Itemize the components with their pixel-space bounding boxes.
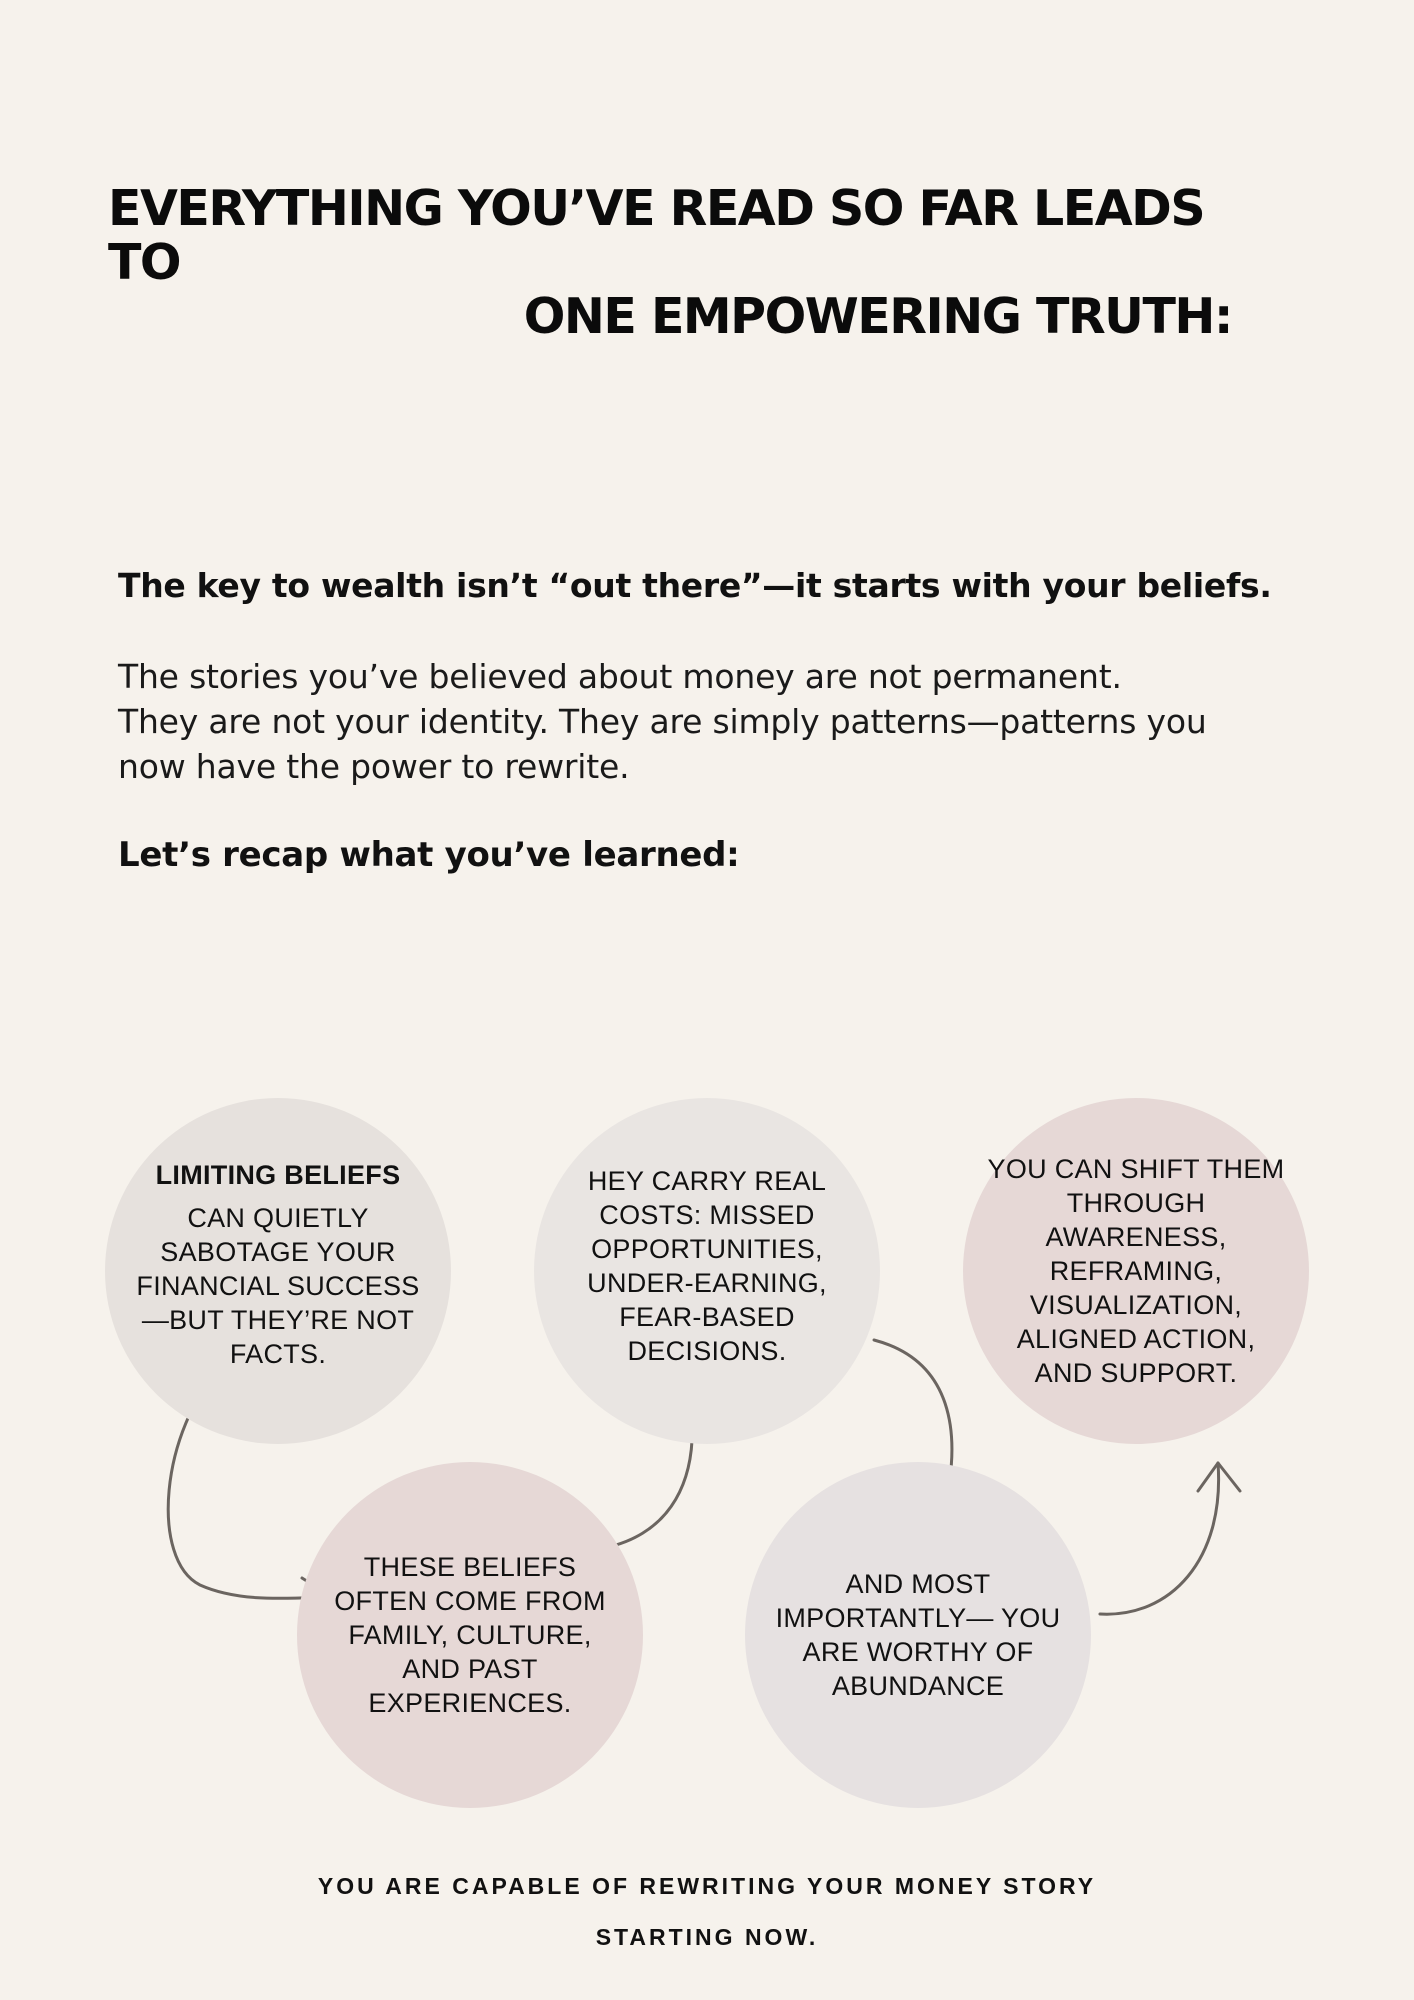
heading-line-2: ONE EMPOWERING TRUTH: [523, 288, 1232, 345]
circle-text: AND MOST IMPORTANTLY— YOU ARE WORTHY OF ABUNDANCE [775, 1569, 1061, 1701]
circle-text: CAN QUIETLY SABOTAGE YOUR FINANCIAL SUCCESS—BUT THEY’RE NOT FACTS. [136, 1203, 420, 1369]
circle-text: YOU CAN SHIFT THEM THROUGH AWARENESS, REFRAMING, VISUALIZATION, ALIGNED ACTION, AND SUPPORT. [987, 1154, 1285, 1388]
circle-title: LIMITING BELIEFS [155, 1160, 401, 1190]
body-line-2: They are not your identity. They are simply patterns—patterns you [118, 702, 1207, 741]
recap-circle-origins [297, 1462, 643, 1808]
recap-heading: Let’s recap what you’ve learned: [118, 835, 740, 875]
lead-statement: The key to wealth isn’t “out there”—it starts with your beliefs. [118, 566, 1272, 605]
recap-circle-shift [963, 1098, 1309, 1444]
recap-circle-costs [534, 1098, 880, 1444]
heading-line-1: EVERYTHING YOU’VE READ SO FAR LEADS TO [108, 180, 1205, 291]
recap-circle-worthy [745, 1462, 1091, 1808]
recap-circle-limiting-beliefs [105, 1098, 451, 1444]
footer-line-1: YOU ARE CAPABLE OF REWRITING YOUR MONEY STORY [317, 1873, 1097, 1899]
circle-text: HEY CARRY REAL COSTS: MISSED OPPORTUNITIES, UNDER-EARNING, FEAR-BASED DECISIONS. [587, 1166, 827, 1366]
footer-line-2: STARTING NOW. [595, 1924, 819, 1950]
body-line-1: The stories you’ve believed about money are not permanent. [118, 657, 1122, 696]
circle-text: THESE BELIEFS OFTEN COME FROM FAMILY, CULTURE, AND PAST EXPERIENCES. [334, 1552, 606, 1718]
body-line-3: now have the power to rewrite. [118, 747, 630, 786]
